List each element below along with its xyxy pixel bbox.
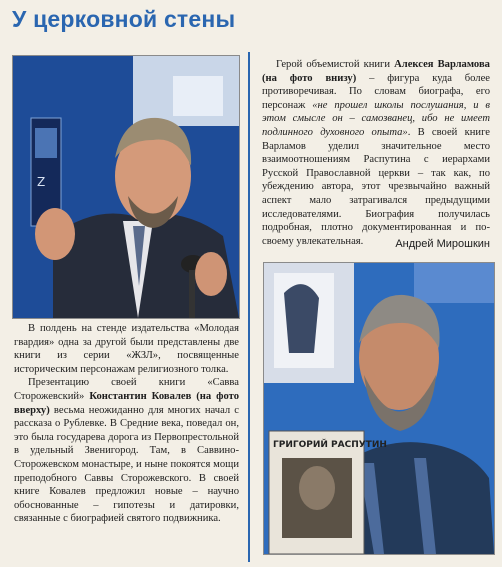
text-run: Алексея Варламова (на фото внизу)	[262, 59, 490, 84]
column-divider	[248, 52, 250, 562]
text-run: «не прошел школы послушания, и в этом смысле он – самозванец, ибо не имеет подлинного духовного опыта»	[262, 99, 491, 138]
text-run: – фигура куда более противоречивая. По словам биографа, его персонаж	[262, 72, 490, 111]
text-run: Презентацию своей книги «Савва Сторожевский»	[14, 377, 239, 402]
text-run: . В своей книге Варламов уделил значительное место взаимоотношениям Распутина с иерархами Русской Православной церкви – так как, по убеждению автора, этот чрезвычайно важный аспект мало затрагивался предыдущими исследователями. Биография получилась подробная, плотно документированная и по-своему увлекательная.	[262, 126, 490, 247]
photo-author-kovalev	[12, 55, 240, 319]
text-run: В полдень на стенде издательства «Молодая гвардия» одна за другой были представлены две книги из серии «ЖЗЛ», посвященные историческим персонажам религиозного толка.	[14, 323, 239, 375]
left-paragraph-1	[14, 322, 239, 376]
left-paragraph-2	[14, 376, 239, 526]
left-article	[14, 322, 239, 526]
book-cover-title: ГРИГОРИЙ РАСПУТИН	[273, 440, 387, 450]
right-paragraph-1	[262, 58, 490, 248]
book-cover-text: Z	[37, 175, 46, 189]
text-run: Герой объемистой книги	[276, 59, 395, 70]
author-signature: Андрей Мирошкин	[395, 238, 490, 250]
page-title: У церковной стены	[12, 6, 236, 32]
photo-author-varlamov	[263, 262, 495, 555]
text-run: Константин Ковалев (на фото вверху)	[14, 390, 240, 416]
text-run: весьма неожиданно для многих начал с рассказа о Рублевке. В Средние века, поведал он, это была государева дорога из Первопрестольной в удельный Звенигород. Там, в Саввино-Сторожевском монастыре, и ныне покоятся мощи преподобного Саввы Сторожевского. В своей книге Ковалев предложил новые – научно обоснованные – гипотезы и датировки, связанные с биографией святого подвижника.	[14, 404, 239, 525]
right-article	[262, 58, 490, 248]
